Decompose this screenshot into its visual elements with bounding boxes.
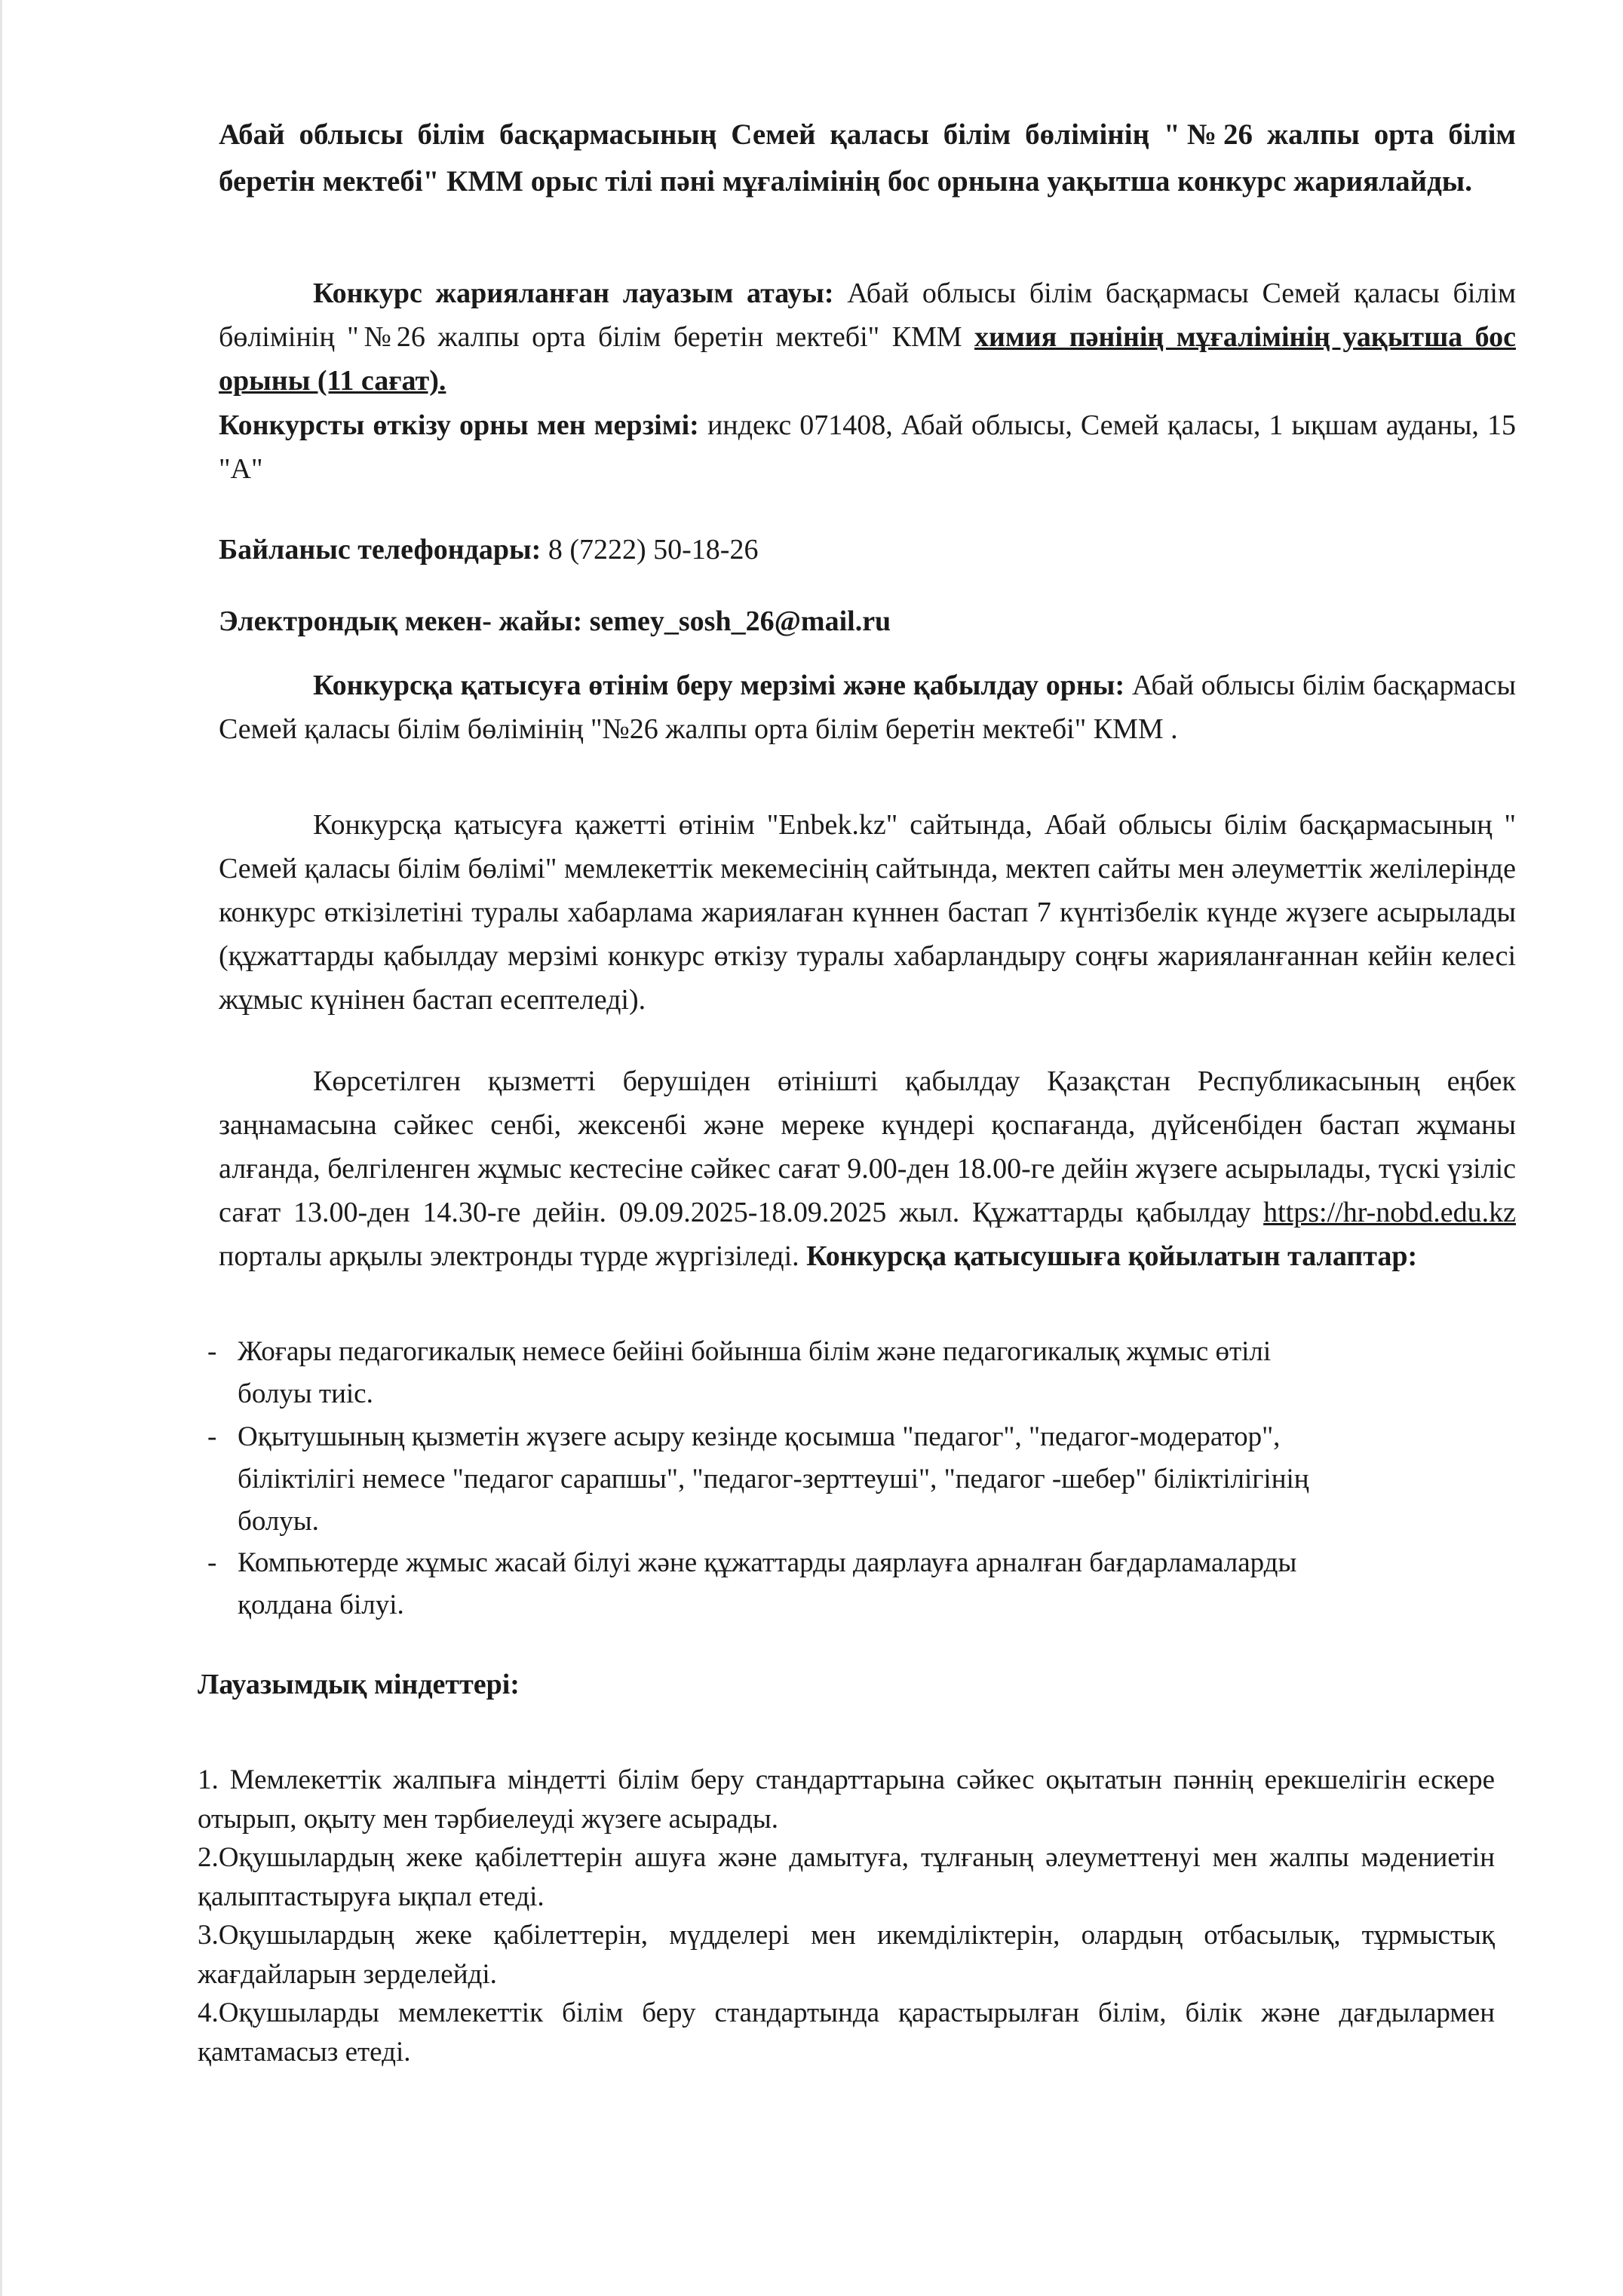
email-line — [219, 599, 1516, 643]
requirement-item: - Жоғары педагогикалық немесе бейіні бойынша білім және педагогикалық жұмыс өтілі болуы тиіс. — [207, 1331, 1316, 1415]
venue-text: индекс 071408, Абай облысы, Семей қаласы, 1 ықшам ауданы, 15 "А" — [219, 409, 1516, 485]
portal-link[interactable]: https://hr-nobd.edu.kz — [1263, 1197, 1516, 1228]
position-highlight: химия пәнінің мұғалімінің уақытша бос орыны (11 сағат). — [219, 321, 1516, 397]
phone-label: Байланыс телефондары: — [219, 534, 542, 566]
venue-label: Конкурсты өткізу орны мен мерзімі: — [219, 409, 699, 441]
requirement-text: Оқытушының қызметін жүзеге асыру кезінде қосымша "педагог", "педагог-модератор", біліктілігі немесе "педагог сарапшы", "педагог-зерттеуші", "педагог -шебер" біліктілігінің болуы. — [238, 1421, 1309, 1537]
email-label: Электрондық мекен- жайы: — [219, 605, 583, 637]
duty-item: 1. Мемлекеттік жалпыға міндетті білім беру стандарттарына сәйкес оқытатын пәннің ерекшелігін ескере отырып, оқыту мен тәрбиелеуді жүзеге асырады. — [198, 1764, 1495, 1835]
duties-title: Лауазымдық міндеттері: — [198, 1669, 520, 1700]
service-text-after: порталы арқылы электронды түрде жүргізіледі. — [219, 1240, 807, 1272]
duty-item: 2.Оқушылардың жеке қабілеттерін ашуға және дамытуға, тұлғаның әлеуметтенуі мен жалпы мәдениетін қалыптастыруға ықпал етеді. — [198, 1842, 1495, 1912]
email-value: semey_sosh_26@mail.ru — [582, 605, 891, 637]
application-paragraph — [219, 664, 1516, 751]
enbek-paragraph: Конкурсқа қатысуға қажетті өтінім "Enbek.kz" сайтында, Абай облысы білім басқармасының " Семей қаласы білім бөлімі" мемлекеттік мекемесінің сайтында, мектеп сайты мен әлеуметтік желілерінде конкурс өткізілетіні туралы хабарлама жариялаған күннен бастап 7 күнтізбелік күнде жүзеге асырылады (құжаттарды қабылдау мерзімі конкурс өткізу туралы хабарландыру соңғы жарияланғаннан кейін келесі жұмыс күнінен бастап есептеледі). — [219, 809, 1516, 1016]
phone-value: 8 (7222) 50-18-26 — [541, 534, 759, 566]
position-text: Абай облысы білім басқармасы Семей қаласы білім бөлімінің "№26 жалпы орта білім беретін мектебі" КММ — [219, 277, 1516, 353]
announcement-title: Абай облысы білім басқармасының Семей қаласы білім бөлімінің "№26 жалпы орта білім беретін мектебі" КММ орыс тілі пәні мұғалімінің бос орнына уақытша конкурс жариялайды. — [219, 118, 1516, 198]
application-label: Конкурсқа қатысуға өтінім беру мерзімі және қабылдау орны: — [313, 670, 1125, 701]
duty-item: 4.Оқушыларды мемлекеттік білім беру стандартында қарастырылған білім, білік және дағдылармен қамтамасыз етеді. — [198, 1997, 1495, 2068]
requirement-item: - Компьютерде жұмыс жасай білуі және құжаттарды даярлауға арналған бағдарламаларды қолдана білуі. — [207, 1542, 1316, 1626]
application-text: Абай облысы білім басқармасы Семей қаласы білім бөлімінің "№26 жалпы орта білім беретін мектебі" КММ . — [219, 670, 1516, 745]
requirement-item: - Оқытушының қызметін жүзеге асыру кезінде қосымша "педагог", "педагог-модератор", біліктілігі немесе "педагог сарапшы", "педагог-зерттеуші", "педагог -шебер" біліктілігінің болуы. — [207, 1416, 1316, 1543]
position-label: Конкурс жарияланған лауазым атауы: — [313, 277, 834, 309]
duty-item: 3.Оқушылардың жеке қабілеттерін, мүдделері мен икемділіктерін, олардың отбасылық, тұрмыстық жағдайларын зерделейді. — [198, 1920, 1495, 1990]
service-text: Көрсетілген қызметті берушіден өтінішті қабылдау Қазақстан Республикасының еңбек заңнамасына сәйкес сенбі, жексенбі және мереке күндері қоспағанда, дүйсенбіден бастап жұманы алғанда, белгіленген жұмыс кестесіне сәйкес сағат 9.00-ден 18.00-ге дейін жүзеге асырылады, түскі үзіліс сағат 13.00-ден 14.30-ге дейін. 09.09.2025-18.09.2025 жыл. Құжаттарды қабылдау — [219, 1065, 1516, 1228]
requirement-text: Компьютерде жұмыс жасай білуі және құжаттарды даярлауға арналған бағдарламаларды қолдана білуі. — [238, 1547, 1297, 1620]
venue-paragraph — [219, 403, 1516, 491]
requirements-label: Конкурсқа қатысушыға қойылатын талаптар: — [806, 1240, 1418, 1272]
service-paragraph — [219, 1059, 1516, 1278]
position-paragraph — [219, 271, 1516, 403]
requirement-text: Жоғары педагогикалық немесе бейіні бойынша білім және педагогикалық жұмыс өтілі болуы тиіс. — [238, 1336, 1272, 1409]
scan-edge — [0, 0, 2, 2296]
phone-line — [219, 528, 1516, 572]
